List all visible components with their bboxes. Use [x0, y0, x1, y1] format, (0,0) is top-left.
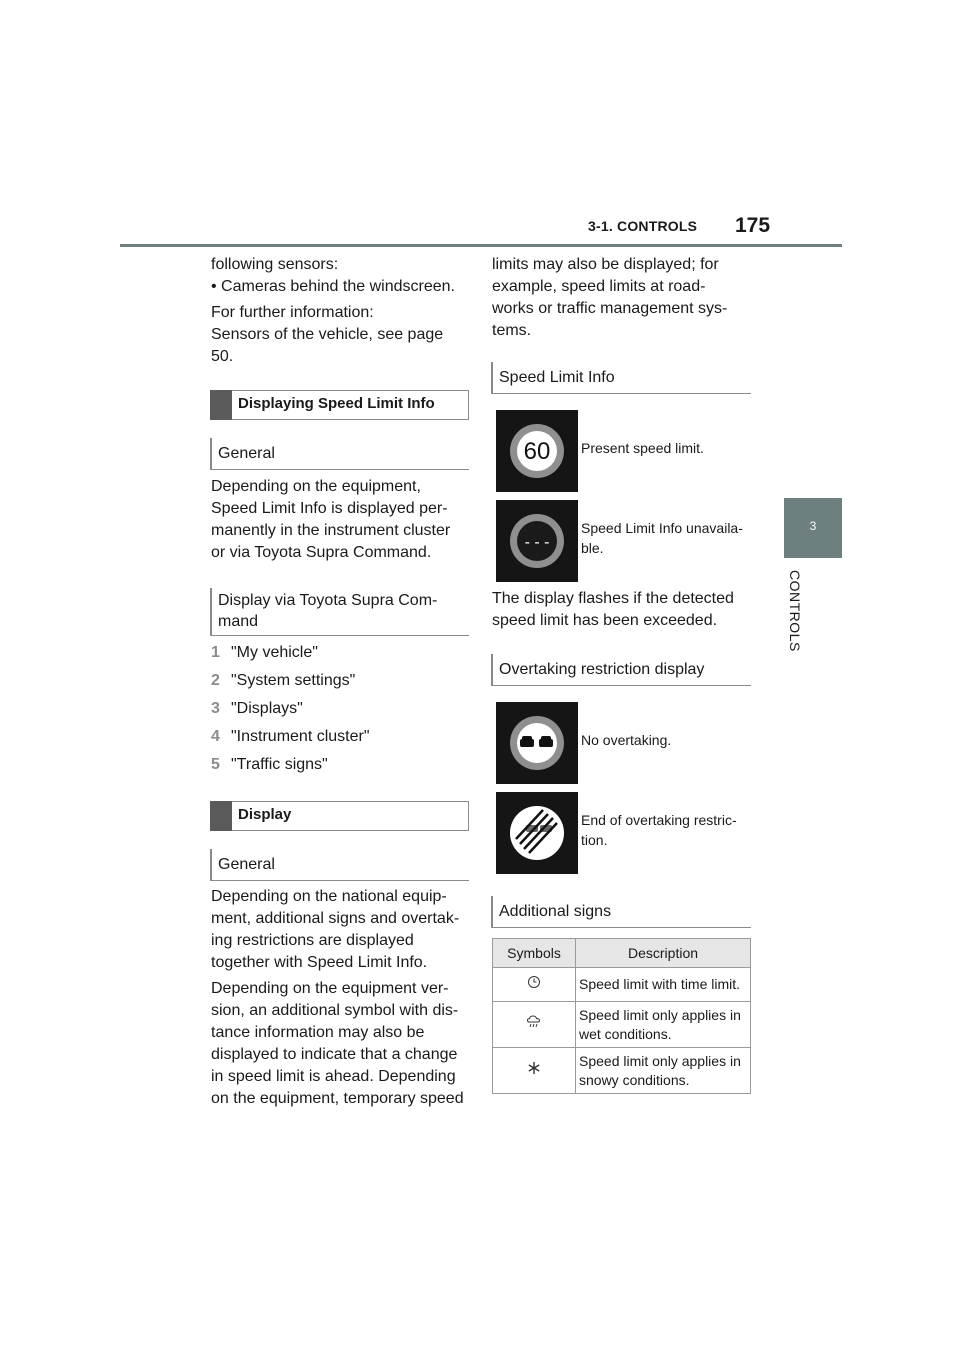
text-line: 50.	[211, 348, 234, 365]
step-item	[211, 698, 473, 726]
speed-limit-unavailable-value: - - -	[524, 534, 550, 551]
heading-marker	[210, 801, 232, 831]
snowflake-icon	[527, 1061, 541, 1075]
page-number: 175	[735, 214, 771, 237]
step-number: 2	[211, 672, 220, 689]
text-line: The display flashes if the detected	[492, 590, 734, 607]
further-info-paragraph	[211, 302, 473, 368]
sign-caption-present-limit: Present speed limit.	[581, 440, 704, 456]
text-line: mand	[218, 613, 259, 630]
table-row	[493, 968, 751, 1002]
step-text: "System settings"	[231, 672, 356, 689]
chapter-tab-label: CONTROLS	[787, 570, 803, 652]
text-line: displayed to indicate that a change	[211, 1046, 458, 1063]
description-cell	[576, 1048, 751, 1094]
symbol-cell	[493, 1002, 576, 1048]
text-line: works or traffic management sys-	[492, 300, 728, 317]
text-line: End of overtaking restric-	[581, 812, 737, 828]
step-item	[211, 726, 473, 754]
temporary-limits-paragraph	[492, 254, 754, 342]
flash-paragraph	[492, 588, 754, 632]
text-line: on the equipment, temporary speed	[211, 1090, 464, 1107]
step-text: "Instrument cluster"	[231, 728, 370, 745]
text-line: limits may also be displayed; for	[492, 256, 719, 273]
text-line: snowy conditions.	[579, 1071, 690, 1088]
text-line: For further information:	[211, 304, 374, 321]
step-number: 5	[211, 756, 220, 773]
subheading-text	[218, 590, 437, 632]
text-line: speed limit has been exceeded.	[492, 612, 718, 629]
clock-icon	[527, 975, 541, 989]
equipment-version-paragraph	[211, 978, 473, 1110]
text-line: Depending on the equipment,	[211, 478, 421, 495]
text-line: Depending on the national equip-	[211, 888, 447, 905]
sign-caption-unavailable	[581, 518, 743, 558]
text-line: together with Speed Limit Info.	[211, 954, 428, 971]
subheading-overtaking	[491, 654, 751, 686]
end-overtaking-restriction-sign-icon	[496, 792, 578, 874]
header-divider	[120, 244, 842, 247]
step-text: "Displays"	[231, 700, 303, 717]
sign-caption-end-restriction	[581, 810, 737, 850]
table-row	[493, 1048, 751, 1094]
section-heading-display	[210, 801, 469, 831]
menu-steps	[211, 642, 473, 782]
step-item	[211, 670, 473, 698]
table-header-row	[493, 939, 751, 968]
additional-signs-table	[492, 938, 751, 1094]
text-line: Depending on the equipment ver-	[211, 980, 449, 997]
subheading-text: General	[218, 445, 275, 462]
subheading-general-2	[210, 849, 469, 881]
subheading-text: Overtaking restriction display	[499, 661, 705, 678]
step-text: "My vehicle"	[231, 644, 318, 661]
section-heading-speed-limit-info	[210, 390, 469, 420]
chapter-tab: 3	[784, 498, 842, 558]
subheading-display-via-command	[210, 588, 469, 636]
column-header-description: Description	[576, 939, 751, 968]
sign-caption-no-overtaking: No overtaking.	[581, 732, 672, 748]
step-number: 4	[211, 728, 220, 745]
heading-text: Displaying Speed Limit Info	[238, 395, 435, 412]
text-line: tems.	[492, 322, 532, 339]
speed-limit-value: 60	[523, 438, 551, 465]
speed-limit-unavailable-sign-icon	[496, 500, 578, 582]
section-title: 3-1. CONTROLS	[588, 218, 698, 234]
heading-marker	[210, 390, 232, 420]
national-equipment-paragraph	[211, 886, 473, 974]
description-cell: Speed limit with time limit.	[576, 968, 751, 1002]
text-line: sion, an additional symbol with dis-	[211, 1002, 459, 1019]
text-line: or via Toyota Supra Command.	[211, 544, 432, 561]
subheading-additional-signs	[491, 896, 751, 928]
text-line: example, speed limits at road-	[492, 278, 706, 295]
equipment-paragraph	[211, 476, 473, 564]
text-line: tion.	[581, 832, 608, 848]
text-line: manently in the instrument cluster	[211, 522, 451, 539]
text-line: Speed limit only applies in	[579, 1006, 741, 1023]
column-header-symbols: Symbols	[493, 939, 576, 968]
text-line: Sensors of the vehicle, see page	[211, 326, 444, 343]
step-item	[211, 642, 473, 670]
step-item	[211, 754, 473, 782]
rain-cloud-icon	[526, 1014, 542, 1030]
text-line: ble.	[581, 540, 604, 556]
subheading-text: General	[218, 856, 275, 873]
symbol-cell	[493, 1048, 576, 1094]
subheading-general	[210, 438, 469, 470]
text-line: Speed limit only applies in	[579, 1052, 741, 1069]
text-line: ment, additional signs and overtak-	[211, 910, 460, 927]
subheading-speed-limit-info	[491, 362, 751, 394]
sensor-bullet: • Cameras behind the windscreen.	[211, 278, 455, 295]
subheading-text: Additional signs	[499, 903, 612, 920]
table-row	[493, 1002, 751, 1048]
step-text: "Traffic signs"	[231, 756, 328, 773]
text-line: in speed limit is ahead. Depending	[211, 1068, 456, 1085]
text-line: ing restrictions are displayed	[211, 932, 414, 949]
no-overtaking-sign-icon	[496, 702, 578, 784]
symbol-cell	[493, 968, 576, 1002]
intro-line: following sensors:	[211, 256, 339, 273]
heading-text: Display	[238, 806, 292, 823]
text-line: Speed Limit Info is displayed per-	[211, 500, 448, 517]
speed-limit-sign-icon	[496, 410, 578, 492]
text-line: wet conditions.	[579, 1025, 672, 1042]
text-line: Display via Toyota Supra Com-	[218, 592, 438, 609]
description-cell	[576, 1002, 751, 1048]
text-line: Speed Limit Info unavaila-	[581, 520, 743, 536]
subheading-text: Speed Limit Info	[499, 369, 615, 386]
step-number: 1	[211, 644, 220, 661]
step-number: 3	[211, 700, 220, 717]
text-line: tance information may also be	[211, 1024, 425, 1041]
